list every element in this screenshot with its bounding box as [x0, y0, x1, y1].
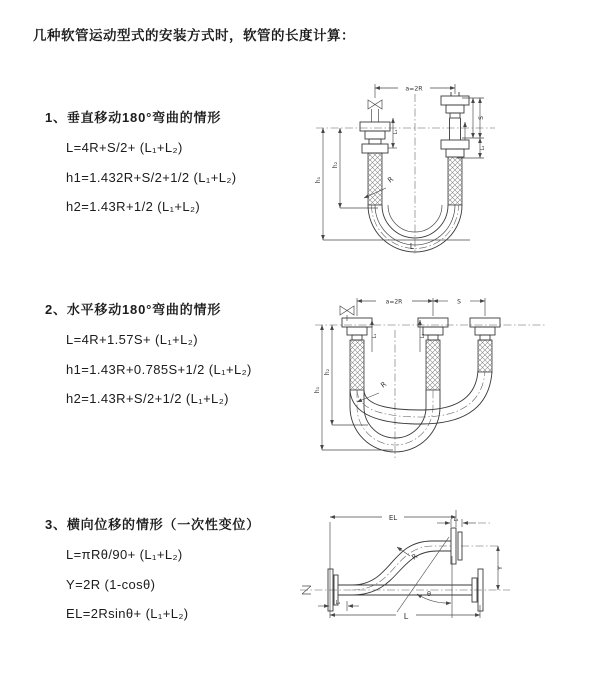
dim-label-l1: L₁ [335, 600, 341, 606]
valve-icon [368, 100, 382, 122]
dimension-s [433, 299, 485, 306]
top-hose-end-displaced [451, 528, 462, 564]
dim-label-l1: L₁ [372, 333, 378, 339]
left-hose-end [360, 122, 390, 205]
section-2-heading: 2、水平移动180°弯曲的情形 [45, 302, 222, 317]
section-horizontal-movement [45, 299, 252, 414]
dim-label-l2: L₂ [420, 333, 426, 339]
braid-section [426, 340, 440, 390]
label-r: R [386, 175, 396, 185]
dim-label-h2: h₂ [324, 368, 331, 376]
middle-hose-end [418, 318, 448, 390]
braid-section [448, 157, 462, 205]
formula-line: L=πRθ/90+ (L₁+L₂) [66, 547, 183, 562]
dimension-l [330, 605, 480, 621]
label-l: L [409, 242, 415, 251]
hose-u-bend-moved [350, 370, 492, 424]
section-1-heading: 1、垂直移动180°弯曲的情形 [45, 110, 222, 125]
section-lateral-displacement [45, 514, 260, 629]
section-vertical-movement [45, 107, 237, 222]
formula-line: L=4R+S/2+ (L₁+L₂) [66, 140, 183, 155]
section-1-formulas [45, 133, 237, 222]
left-hose-end [342, 318, 372, 390]
dimension-h1-h2 [315, 128, 470, 240]
dim-label-s: S [478, 116, 485, 120]
page-title: 几种软管运动型式的安装方式时，软管的长度计算： [33, 28, 355, 43]
label-l: L [403, 612, 409, 621]
diagram-horizontal-180-bend [305, 286, 597, 464]
hose-s-curve [352, 541, 498, 595]
dimension-a2r [357, 298, 485, 316]
right-hose-end-moved [470, 318, 500, 372]
formula-line: h1=1.432R+S/2+1/2 (L₁+L₂) [66, 169, 237, 185]
dimension-l1 [318, 600, 359, 611]
dim-label-l2: L₂ [480, 145, 486, 151]
formula-line: h2=1.43R+S/2+1/2 (L₁+L₂) [66, 391, 229, 406]
right-hose-end [441, 92, 469, 205]
section-3-heading: 3、横向位移的情形（一次性变位） [45, 517, 261, 532]
dim-label-h1: h₁ [314, 386, 321, 394]
formula-line: EL=2Rsinθ+ (L₁+L₂) [66, 606, 189, 621]
dimension-y [496, 546, 504, 590]
diagram-lateral-displacement [298, 500, 598, 650]
formula-line: h1=1.43R+0.785S+1/2 (L₁+L₂) [66, 361, 252, 377]
radius-callout [397, 547, 419, 562]
dim-label-a2r: a=2R [405, 85, 423, 93]
dim-label-h2: h₂ [332, 161, 339, 169]
label-theta: θ [427, 590, 431, 598]
dim-label-h1: h₁ [315, 176, 322, 184]
dim-label-s: S [457, 298, 461, 306]
formula-line: h2=1.43R+1/2 (L₁+L₂) [66, 199, 201, 214]
dim-label-el: EL [388, 514, 398, 522]
braid-section [350, 340, 364, 390]
dimension-l2 [437, 517, 492, 527]
dim-label-l1: L₁ [393, 129, 399, 135]
dim-label-y: Y [496, 566, 504, 570]
dim-label-l2: L₂ [453, 517, 459, 523]
braid-section [368, 153, 382, 205]
label-r: R [410, 552, 420, 562]
braid-section [478, 340, 492, 372]
section-3-formulas [45, 540, 260, 629]
dim-label-a2r: a=2R [385, 298, 403, 306]
label-r: R [379, 380, 389, 390]
formula-line: L=4R+1.57S+ (L₁+L₂) [66, 332, 198, 347]
formula-line: Y=2R (1-cosθ) [66, 576, 156, 592]
section-2-formulas [45, 325, 252, 414]
diagram-vertical-180-bend [303, 72, 599, 258]
